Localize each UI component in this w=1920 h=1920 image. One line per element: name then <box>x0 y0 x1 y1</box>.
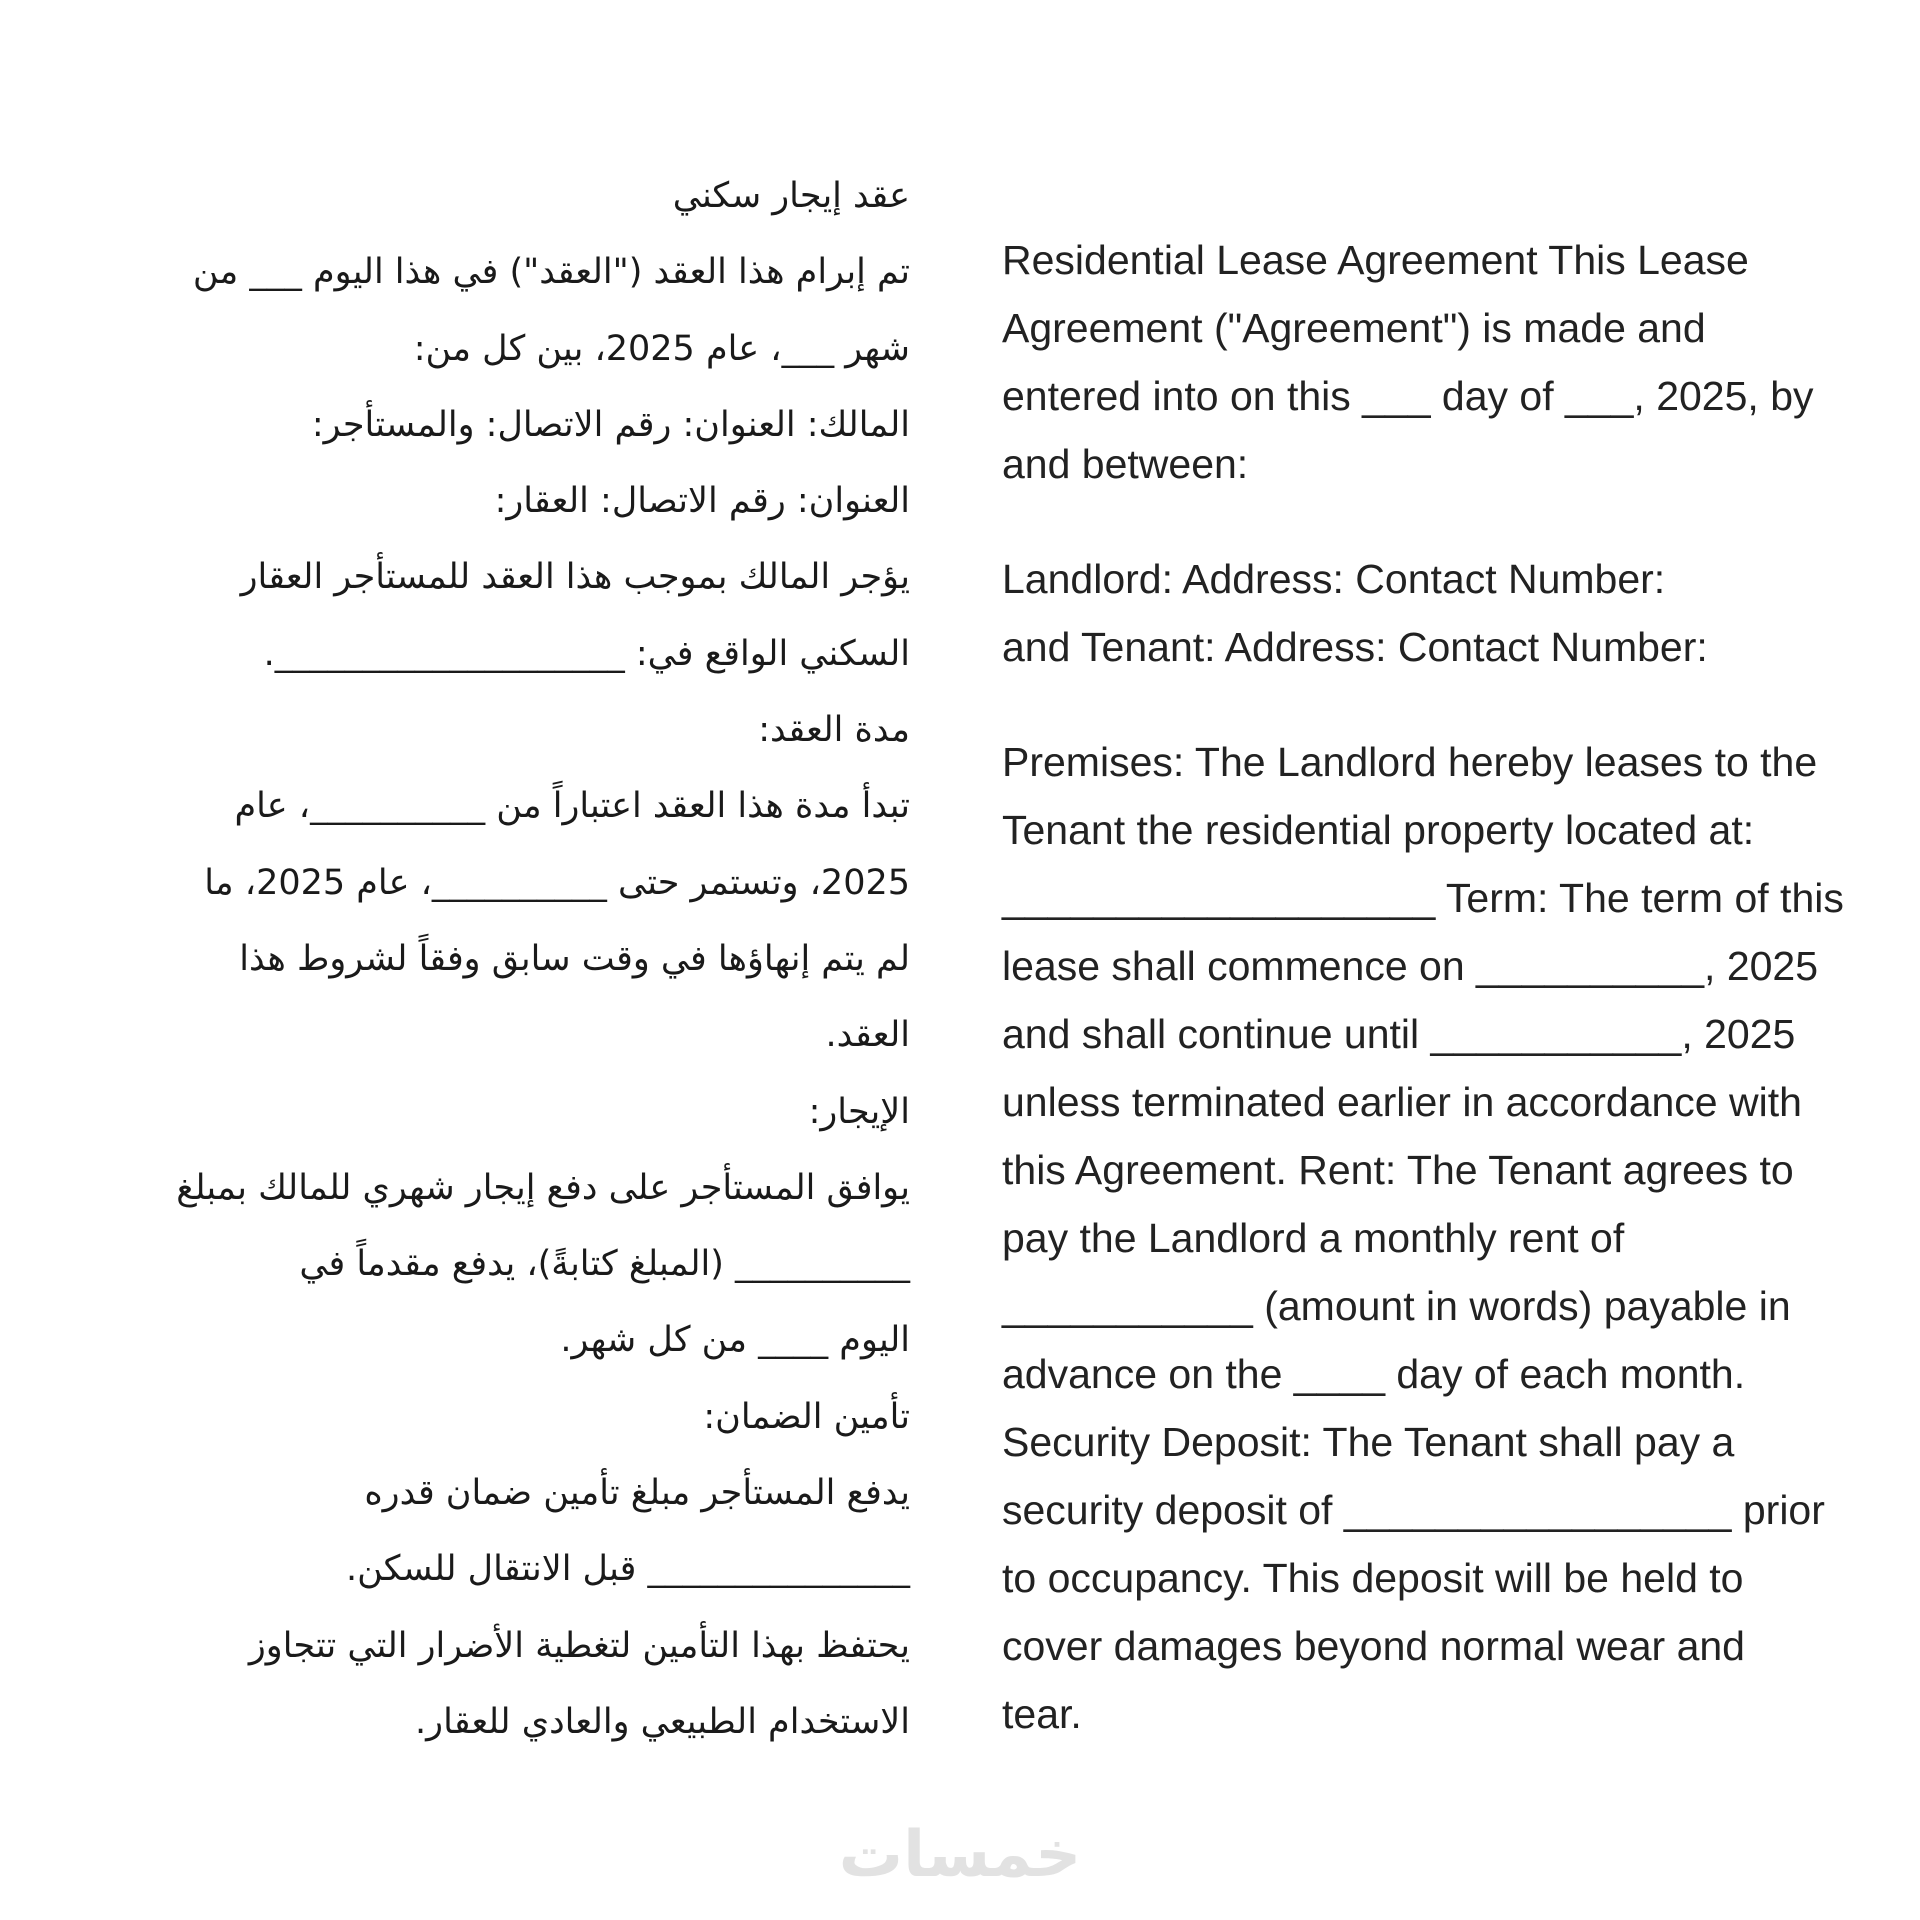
english-text-line: Tenant the residential property located at: <box>1002 807 1755 853</box>
arabic-text-line: اليوم ____ من كل شهر. <box>560 1320 910 1361</box>
arabic-text-line: مدة العقد: <box>758 710 910 751</box>
arabic-text-line: تأمين الضمان: <box>703 1396 910 1437</box>
arabic-text-line: لم يتم إنهاؤها في وقت سابق وفقاً لشروط هذا <box>239 938 910 979</box>
english-text-line: Premises: The Landlord hereby leases to the <box>1002 739 1818 785</box>
english-text-line: and Tenant: Address: Contact Number: <box>1002 624 1708 670</box>
english-lease-text <box>1002 226 1912 1795</box>
arabic-text-line: __________ (المبلغ كتابةً)، يدفع مقدماً في <box>299 1244 910 1285</box>
khamsat-watermark-logo: خمسات <box>838 1818 1082 1892</box>
arabic-title: عقد إيجار سكني <box>672 176 910 216</box>
english-text-line: and shall continue until ___________, 2025 <box>1002 1011 1796 1057</box>
english-text-line: this Agreement. Rent: The Tenant agrees to <box>1002 1147 1794 1193</box>
arabic-lease-text <box>90 158 910 1760</box>
english-text-line: Security Deposit: The Tenant shall pay a <box>1002 1419 1735 1465</box>
arabic-text-line: _______________ قبل الانتقال للسكن. <box>345 1549 910 1590</box>
english-text-line: to occupancy. This deposit will be held to <box>1002 1555 1744 1601</box>
arabic-text-line: 2025، وتستمر حتى __________، عام 2025، ما <box>204 862 910 903</box>
arabic-text-line: العقد. <box>825 1015 910 1056</box>
english-text-line: cover damages beyond normal wear and <box>1002 1623 1745 1669</box>
arabic-text-line: يوافق المستأجر على دفع إيجار شهري للمالك بمبلغ <box>176 1167 910 1208</box>
english-text-line: lease shall commence on __________, 2025 <box>1002 943 1819 989</box>
arabic-text-line: السكني الواقع في: ____________________. <box>263 633 910 674</box>
arabic-text-line: يحتفظ بهذا التأمين لتغطية الأضرار التي تتجاوز <box>248 1625 910 1666</box>
arabic-text-line: الاستخدام الطبيعي والعادي للعقار. <box>415 1701 910 1742</box>
english-paragraph <box>1002 226 1912 498</box>
english-text-line: pay the Landlord a monthly rent of <box>1002 1215 1625 1261</box>
english-text-line: Residential Lease Agreement This Lease <box>1002 237 1749 283</box>
english-text-line: ___________ (amount in words) payable in <box>1002 1283 1791 1329</box>
arabic-text-line: العنوان: رقم الاتصال: العقار: <box>494 481 910 522</box>
arabic-text-line: يؤجر المالك بموجب هذا العقد للمستأجر العقار <box>240 557 910 598</box>
arabic-text-line: شهر ___، عام 2025، بين كل من: <box>413 328 910 369</box>
arabic-text-line: المالك: العنوان: رقم الاتصال: والمستأجر: <box>311 404 910 445</box>
english-text-line: Agreement ("Agreement") is made and <box>1002 305 1706 351</box>
english-text-line: entered into on this ___ day of ___, 2025, by <box>1002 373 1814 419</box>
english-text-line: ___________________ Term: The term of this <box>1002 875 1844 921</box>
english-paragraph <box>1002 545 1912 681</box>
arabic-text-line: تم إبرام هذا العقد ("العقد") في هذا اليوم ___ من <box>192 252 910 293</box>
english-text-line: advance on the ____ day of each month. <box>1002 1351 1746 1397</box>
arabic-text-line: يدفع المستأجر مبلغ تأمين ضمان قدره <box>364 1473 910 1514</box>
arabic-text-line: الإيجار: <box>808 1091 910 1132</box>
english-text-line: Landlord: Address: Contact Number: <box>1002 556 1666 602</box>
english-text-line: security deposit of _________________ prior <box>1002 1487 1825 1533</box>
arabic-text-line: تبدأ مدة هذا العقد اعتباراً من __________، عام <box>234 786 910 827</box>
english-text-line: and between: <box>1002 441 1249 487</box>
english-paragraph <box>1002 728 1912 1748</box>
english-text-line: unless terminated earlier in accordance with <box>1002 1079 1802 1125</box>
english-text-line: tear. <box>1002 1691 1082 1737</box>
